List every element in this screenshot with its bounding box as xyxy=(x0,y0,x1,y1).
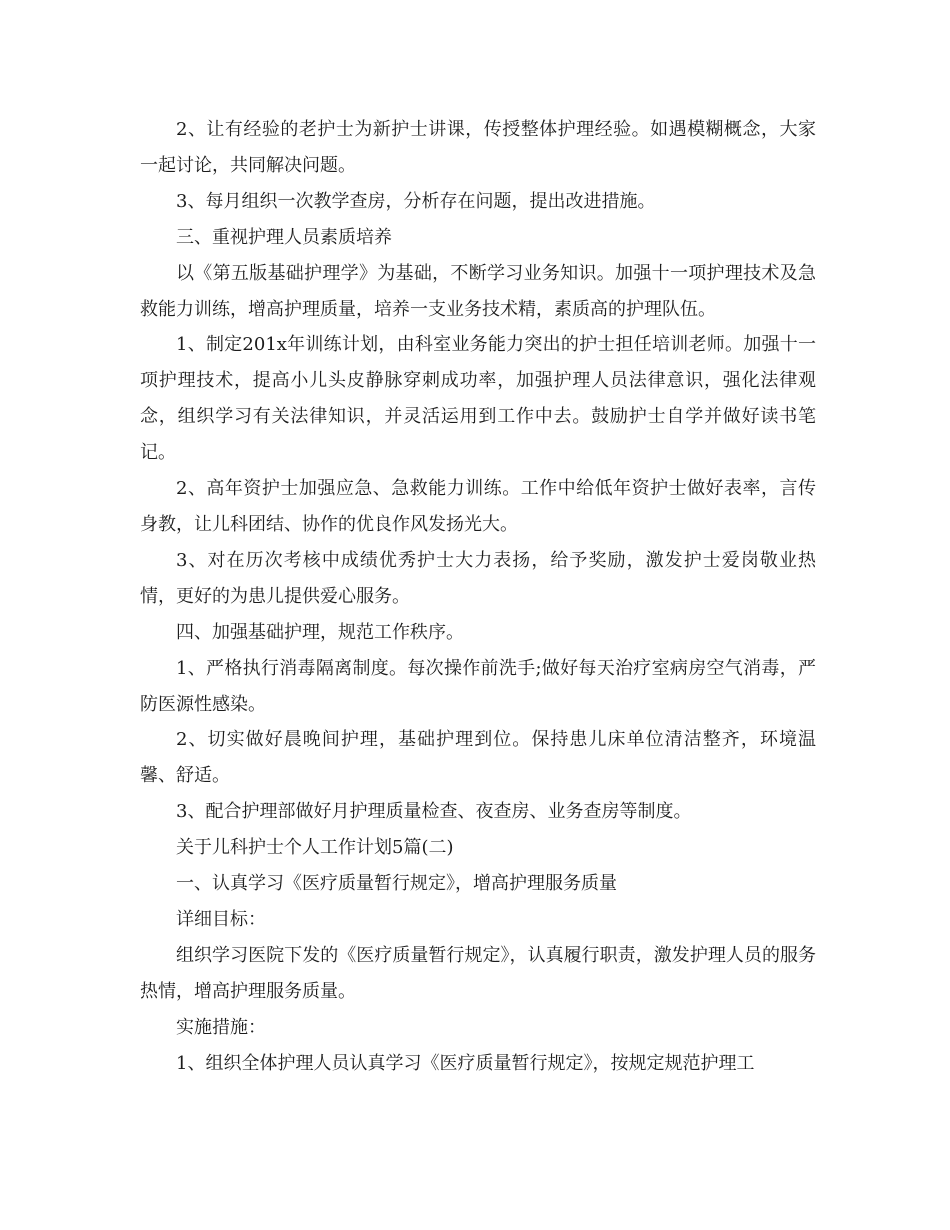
paragraph-disinfection: 1、严格执行消毒隔离制度。每次操作前洗手;做好每天治疗室病房空气消毒，严防医源性感染。 xyxy=(140,657,816,715)
section-heading-quality-training: 三、重视护理人员素质培养 xyxy=(176,226,392,248)
paragraph-goals-detail: 组织学习医院下发的《医疗质量暂行规定》，认真履行职责，激发护理人员的服务热情，增高护理服务质量。 xyxy=(140,944,816,1002)
document-page xyxy=(140,112,816,1081)
paragraph-commendation: 3、对在历次考核中成绩优秀护士大力表扬，给予奖励，激发护士爱岗敬业热情，更好的为患儿提供爱心服务。 xyxy=(140,549,816,607)
label-measures: 实施措施： xyxy=(176,1016,266,1038)
section-heading-basic-nursing: 四、加强基础护理，规范工作秩序。 xyxy=(176,621,464,643)
paragraph-morning-evening-care: 2、切实做好晨晚间护理，基础护理到位。保持患儿床单位清洁整齐，环境温馨、舒适。 xyxy=(140,729,816,787)
paragraph-measure-one: 1、组织全体护理人员认真学习《医疗质量暂行规定》，按规定规范护理工 xyxy=(176,1052,755,1074)
paragraph-training-plan: 1、制定201x年训练计划，由科室业务能力突出的护士担任培训老师。加强十一项护理技术，提高小儿头皮静脉穿刺成功率，加强护理人员法律意识，强化法律观念，组织学习有关法律知识，并灵活运用到工作中去。鼓励护士自学并做好读书笔记。 xyxy=(140,334,816,464)
paragraph-emergency-training: 2、高年资护士加强应急、急救能力训练。工作中给低年资护士做好表率，言传身教，让儿科团结、协作的优良作风发扬光大。 xyxy=(140,478,816,535)
section-heading-medical-quality: 一、认真学习《医疗质量暂行规定》，增高护理服务质量 xyxy=(176,873,617,895)
paragraph-basic-nursing-study: 以《第五版基础护理学》为基础，不断学习业务知识。加强十一项护理技术及急救能力训练，增高护理质量，培养一支业务技术精，素质高的护理队伍。 xyxy=(140,262,816,320)
paragraph-training-lecture: 2、让有经验的老护士为新护士讲课，传授整体护理经验。如遇模糊概念，大家一起讨论，共同解决问题。 xyxy=(140,119,816,176)
article-title-part-two: 关于儿科护士个人工作计划5篇(二) xyxy=(176,837,454,859)
paragraph-quality-inspection: 3、配合护理部做好月护理质量检查、夜查房、业务查房等制度。 xyxy=(176,801,692,823)
paragraph-teaching-rounds: 3、每月组织一次教学查房，分析存在问题，提出改进措施。 xyxy=(176,190,656,212)
label-specific-goals: 详细目标： xyxy=(176,908,266,930)
